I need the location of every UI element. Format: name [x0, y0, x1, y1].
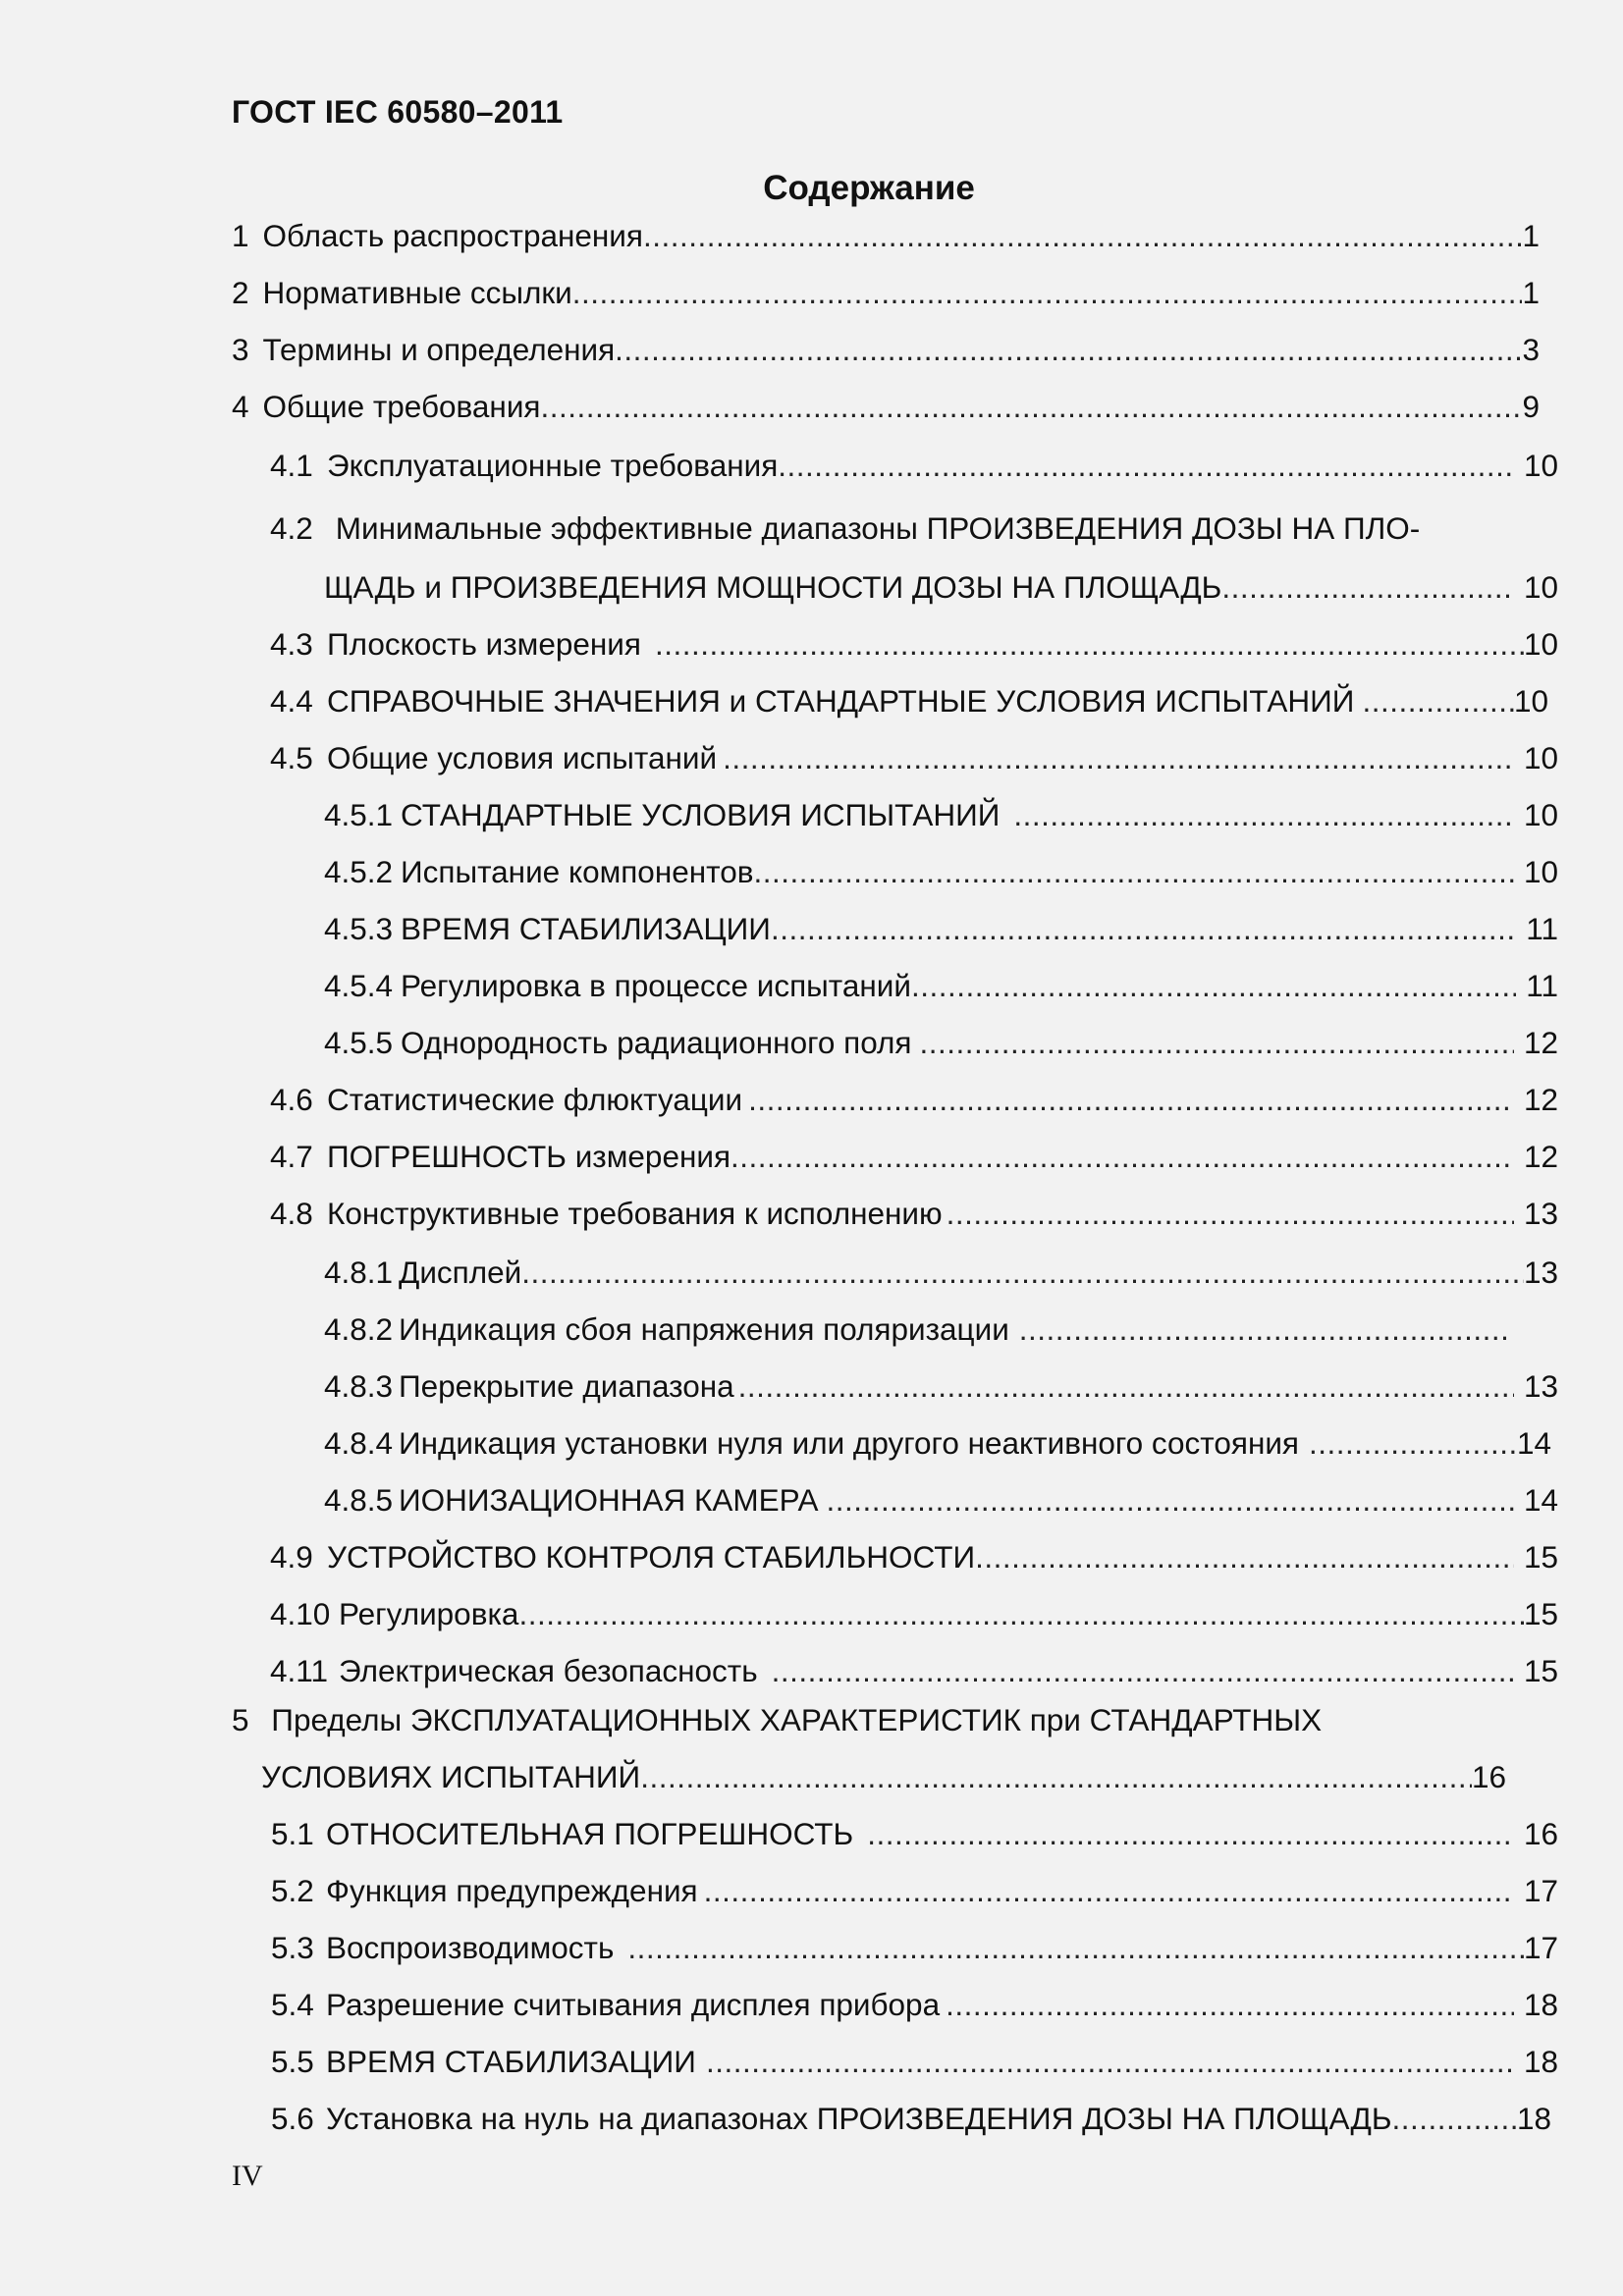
toc-entry-number: 4.2 [270, 510, 313, 546]
dot-leader [572, 273, 1523, 312]
toc-entry[interactable] [232, 273, 1540, 312]
toc-entry-number: 1 [232, 218, 249, 253]
dot-leader [1392, 2099, 1517, 2138]
toc-entry-title: Перекрытие диапазона [399, 1368, 734, 1404]
dot-leader [521, 1253, 1524, 1292]
toc-entry[interactable] [270, 738, 1558, 777]
toc-entry-page: 15 [1523, 1539, 1558, 1575]
toc-entry[interactable] [271, 1814, 1558, 1853]
toc-entry-number: 4.8 [270, 1196, 313, 1231]
toc-entry-number: 4.8.2 [324, 1311, 394, 1347]
dot-leader [946, 1985, 1514, 2024]
dot-leader [1221, 567, 1514, 607]
toc-entry-page: 10 [1523, 626, 1558, 662]
toc-entry-page: 10 [1513, 683, 1548, 719]
toc-entry-page: 13 [1523, 1196, 1558, 1231]
toc-entry-page: 10 [1523, 740, 1558, 775]
dot-leader [911, 966, 1516, 1005]
toc-entry[interactable] [261, 1757, 1506, 1796]
toc-entry-number: 4.8.1 [324, 1255, 394, 1290]
toc-entry-number: 5.6 [271, 2101, 314, 2136]
dot-leader [919, 1023, 1513, 1062]
toc-entry-title: Испытание компонентов [401, 854, 754, 889]
toc-entry-page: 1 [1522, 218, 1540, 253]
dot-leader [704, 1871, 1514, 1910]
toc-entry-title: Плоскость измерения [327, 626, 641, 662]
dot-leader [778, 446, 1514, 485]
toc-entry-page: 11 [1526, 911, 1558, 946]
toc-entry-number: 4.5.1 [324, 797, 394, 832]
toc-entry[interactable] [324, 1480, 1558, 1520]
toc-entry-page: 14 [1516, 1425, 1551, 1461]
toc-entry-number: 3 [232, 332, 249, 367]
toc-entry-page: 13 [1523, 1368, 1558, 1404]
toc-entry-number: 4.4 [270, 683, 313, 719]
toc-entry-number: 4.1 [270, 448, 313, 483]
toc-entry-page: 10 [1523, 854, 1558, 889]
toc-entry-number: 4.5 [270, 740, 313, 775]
toc-entry[interactable] [270, 624, 1558, 664]
toc-entry-title: Воспроизводимость [326, 1930, 615, 1965]
dot-leader [627, 1928, 1524, 1967]
toc-entry-page: 17 [1523, 1930, 1558, 1965]
dot-leader [643, 216, 1523, 255]
dot-leader [1362, 681, 1514, 721]
toc-entry-title: ПОГРЕШНОСТЬ измерения [327, 1139, 731, 1174]
dot-leader [827, 1480, 1514, 1520]
toc-entry-page: 16 [1523, 1816, 1558, 1851]
toc-entry-title: Минимальные эффективные диапазоны ПРОИЗВЕДЕНИЯ ДОЗЫ НА ПЛО- [335, 510, 1421, 546]
toc-entry-title: Однородность радиационного поля [401, 1025, 912, 1060]
dot-leader [615, 330, 1522, 369]
toc-entry-page: 18 [1523, 2044, 1558, 2079]
toc-entry-title: Нормативные ссылки [262, 275, 572, 310]
toc-entry-page: 10 [1523, 448, 1558, 483]
toc-entry-title: Статистические флюктуации [327, 1082, 743, 1117]
toc-entry-title: ОТНОСИТЕЛЬНАЯ ПОГРЕШНОСТЬ [326, 1816, 854, 1851]
dot-leader [1013, 795, 1514, 834]
toc-entry[interactable] [270, 1080, 1558, 1119]
toc-entry-title: ВРЕМЯ СТАБИЛИЗАЦИИ [401, 911, 771, 946]
toc-entry-number: 4.7 [270, 1139, 313, 1174]
toc-entry-number: 5.5 [271, 2044, 314, 2079]
toc-entry-page: 12 [1523, 1082, 1558, 1117]
dot-leader [730, 1137, 1514, 1176]
toc-entry-title: Индикация установки нуля или другого неактивного состояния [399, 1425, 1299, 1461]
dot-leader [706, 2042, 1514, 2081]
toc-entry-title: Термины и определения [262, 332, 616, 367]
toc-entry-page: 3 [1522, 332, 1540, 367]
toc-entry-title-continued: УСЛОВИЯХ ИСПЫТАНИЙ [261, 1759, 641, 1794]
toc-entry[interactable] [324, 795, 1558, 834]
toc-entry[interactable] [271, 1928, 1558, 1967]
toc-entry-title: Общие требования [262, 389, 541, 424]
toc-entry-title: УСТРОЙСТВО КОНТРОЛЯ СТАБИЛЬНОСТИ [327, 1539, 976, 1575]
toc-entry-title: Функция предупреждения [326, 1873, 698, 1908]
dot-leader [772, 1651, 1514, 1690]
toc-entry[interactable] [270, 446, 1558, 485]
toc-entry-title: СТАНДАРТНЫЕ УСЛОВИЯ ИСПЫТАНИЙ [401, 797, 1001, 832]
toc-entry-page: 10 [1523, 797, 1558, 832]
toc-entry-page: 15 [1523, 1653, 1558, 1688]
toc-entry[interactable] [324, 1023, 1558, 1062]
toc-entry-number: 4.5.2 [324, 854, 394, 889]
toc-entry-number: 4.5.4 [324, 968, 394, 1003]
toc-entry-title: ИОНИЗАЦИОННАЯ КАМЕРА [399, 1482, 819, 1518]
dot-leader [723, 738, 1514, 777]
toc-entry-page: 10 [1523, 569, 1558, 605]
toc-entry-page: 18 [1523, 1987, 1558, 2022]
toc-entry-title: СПРАВОЧНЫЕ ЗНАЧЕНИЯ и СТАНДАРТНЫЕ УСЛОВИЯ ИСПЫТАНИЙ [327, 683, 1355, 719]
toc-entry-page: 18 [1516, 2101, 1551, 2136]
toc-entry-title: Дисплей [399, 1255, 522, 1290]
toc-entry-title: Регулировка в процессе испытаний [401, 968, 911, 1003]
toc-entry-title: Область распространения [262, 218, 643, 253]
toc-entry[interactable] [324, 1423, 1551, 1463]
toc-entry-page: 11 [1526, 968, 1558, 1003]
toc-entry-number: 4 [232, 389, 249, 424]
toc-entry-page: 15 [1523, 1596, 1558, 1631]
toc-entry-page: 12 [1523, 1139, 1558, 1174]
toc-entry-first-line[interactable] [232, 1700, 1322, 1739]
toc-entry-number: 5.3 [271, 1930, 314, 1965]
toc-entry[interactable] [324, 852, 1558, 891]
dot-leader [867, 1814, 1514, 1853]
toc-entry[interactable] [232, 330, 1540, 369]
dot-leader [655, 624, 1524, 664]
toc-entry[interactable] [232, 216, 1540, 255]
toc-entry[interactable] [270, 1194, 1558, 1233]
toc-entry-page: 14 [1523, 1482, 1558, 1518]
toc-entry-number: 5.4 [271, 1987, 314, 2022]
toc-entry[interactable] [270, 1651, 1558, 1690]
toc-entry[interactable] [232, 387, 1540, 426]
toc-entry-title: Конструктивные требования к исполнению [327, 1196, 943, 1231]
toc-entry[interactable] [270, 1537, 1558, 1576]
dot-leader [640, 1757, 1472, 1796]
toc-entry-title: Индикация сбоя напряжения поляризации [399, 1311, 1009, 1347]
dot-leader [975, 1537, 1514, 1576]
toc-entry-title: Разрешение считывания дисплея прибора [326, 1987, 941, 2022]
page-number: IV [232, 2160, 263, 2192]
toc-entry[interactable] [324, 567, 1558, 607]
toc-entry-number: 5 [232, 1702, 249, 1737]
toc-entry[interactable] [271, 2042, 1558, 2081]
dot-leader [518, 1594, 1524, 1633]
toc-entry-title: Установка на нуль на диапазонах ПРОИЗВЕДЕНИЯ ДОЗЫ НА ПЛОЩАДЬ [326, 2101, 1392, 2136]
toc-entry-page: 16 [1471, 1759, 1506, 1794]
toc-entry-number: 4.8.4 [324, 1425, 394, 1461]
dot-leader [1309, 1423, 1517, 1463]
toc-entry-title: Общие условия испытаний [327, 740, 718, 775]
toc-entry-number: 4.3 [270, 626, 313, 662]
standard-header: ГОСТ IEC 60580–2011 [232, 94, 564, 130]
toc-entry-number: 2 [232, 275, 249, 310]
dot-leader [738, 1366, 1514, 1406]
toc-entry[interactable] [271, 2099, 1551, 2138]
toc-entry-number: 4.9 [270, 1539, 313, 1575]
toc-entry-title: Пределы ЭКСПЛУАТАЦИОННЫХ ХАРАКТЕРИСТИК при СТАНДАРТНЫХ [271, 1702, 1323, 1737]
toc-entry-number: 4.11 [270, 1653, 328, 1688]
toc-entry-title: Регулировка [339, 1596, 519, 1631]
toc-entry[interactable] [270, 1594, 1558, 1633]
toc-entry-page: 17 [1523, 1873, 1558, 1908]
toc-entry-title: Эксплуатационные требования [327, 448, 779, 483]
toc-entry[interactable] [324, 1366, 1558, 1406]
toc-entry-page: 13 [1523, 1255, 1558, 1290]
dot-leader [753, 852, 1513, 891]
toc-entry-first-line[interactable] [270, 508, 1420, 548]
toc-entry[interactable] [270, 1137, 1558, 1176]
dot-leader [540, 387, 1522, 426]
toc-entry[interactable] [324, 1253, 1558, 1292]
toc-entry-title: ВРЕМЯ СТАБИЛИЗАЦИИ [326, 2044, 696, 2079]
toc-entry-page: 12 [1523, 1025, 1558, 1060]
dot-leader [771, 909, 1516, 948]
toc-title: Содержание [763, 169, 975, 207]
toc-entry[interactable] [270, 681, 1548, 721]
toc-entry-number: 4.5.5 [324, 1025, 394, 1060]
toc-entry[interactable] [271, 1985, 1558, 2024]
toc-entry[interactable] [271, 1871, 1558, 1910]
toc-entry-number: 4.5.3 [324, 911, 394, 946]
toc-entry[interactable] [324, 1309, 1512, 1349]
toc-entry-number: 4.8.5 [324, 1482, 394, 1518]
toc-entry-number: 4.10 [270, 1596, 331, 1631]
toc-entry-title: Электрическая безопасность [339, 1653, 758, 1688]
dot-leader [947, 1194, 1514, 1233]
toc-entry-title-continued: ЩАДЬ и ПРОИЗВЕДЕНИЯ МОЩНОСТИ ДОЗЫ НА ПЛОЩАДЬ [324, 569, 1222, 605]
toc-entry[interactable] [324, 966, 1558, 1005]
toc-entry-number: 5.1 [271, 1816, 314, 1851]
toc-entry[interactable] [324, 909, 1558, 948]
toc-entry-page: 9 [1522, 389, 1540, 424]
toc-entry-number: 5.2 [271, 1873, 314, 1908]
dot-leader [1019, 1309, 1512, 1349]
toc-entry-number: 4.8.3 [324, 1368, 394, 1404]
toc-entry-page: 1 [1522, 275, 1540, 310]
toc-entry-number: 4.6 [270, 1082, 313, 1117]
dot-leader [748, 1080, 1514, 1119]
